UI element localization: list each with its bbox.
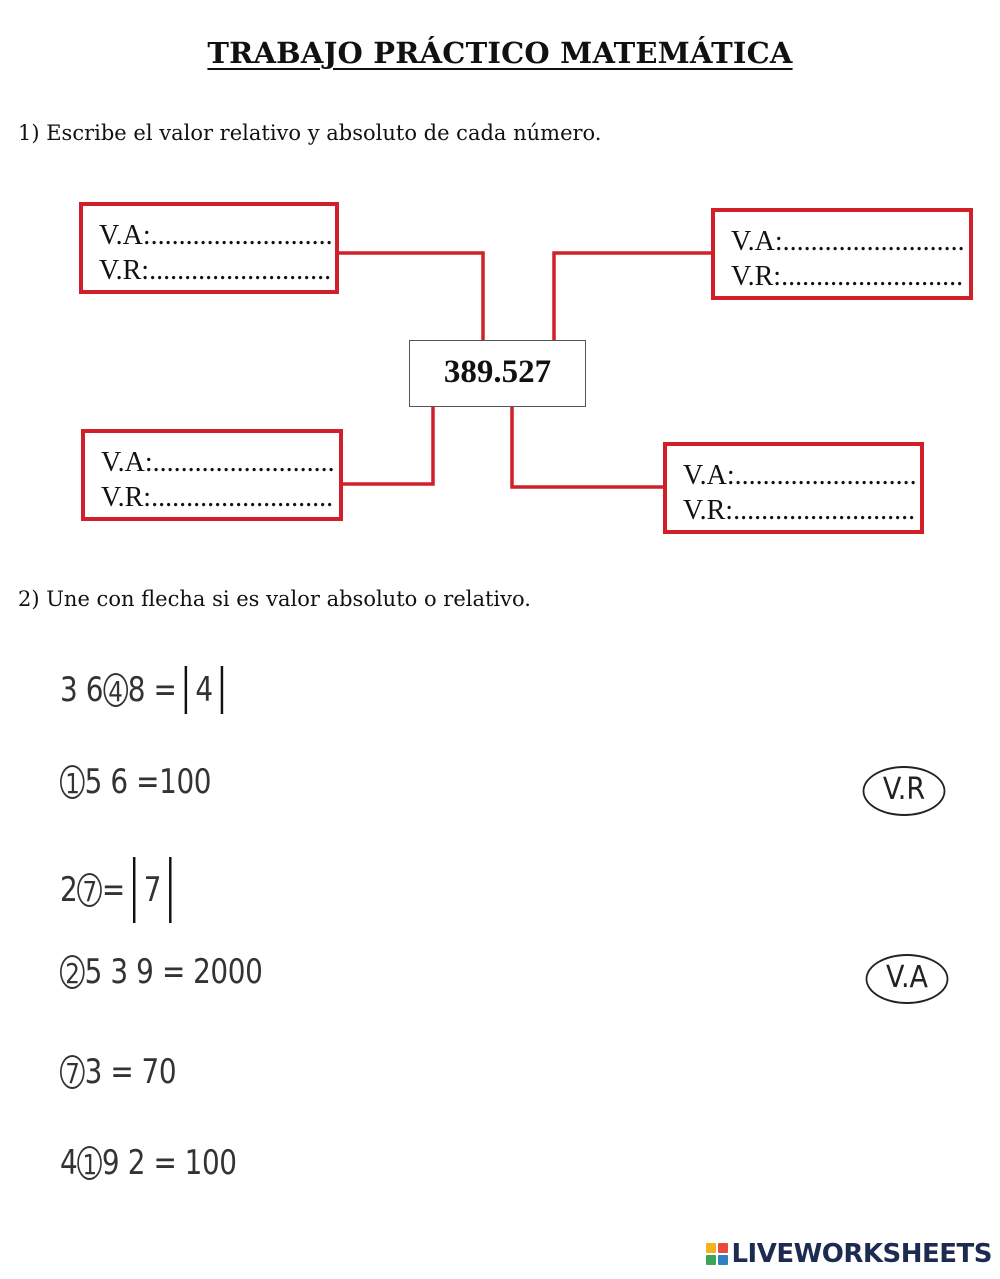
vr-field[interactable]: V.R:.......................... xyxy=(99,255,332,286)
answer-box-bottom-left[interactable] xyxy=(81,429,343,521)
answer-box-top-right[interactable] xyxy=(711,208,973,300)
va-field[interactable]: V.A:.......................... xyxy=(683,460,917,491)
result-value: 7 xyxy=(143,870,162,910)
digits-before: 3 6 xyxy=(60,670,104,710)
worksheet-title: TRABAJO PRÁCTICO MATEMÁTICA xyxy=(207,36,793,70)
va-field[interactable]: V.A:.......................... xyxy=(101,447,335,478)
va-field[interactable]: V.A:.......................... xyxy=(731,226,965,257)
exercise-row-5[interactable] xyxy=(60,1050,176,1100)
digits-before: 2 xyxy=(60,870,78,910)
digits-after: 3 = xyxy=(84,1051,134,1092)
result-value: 4 xyxy=(195,670,213,710)
absolute-bar xyxy=(221,666,223,714)
exercise-row-1[interactable] xyxy=(60,666,223,716)
vr-field[interactable]: V.R:.......................... xyxy=(101,482,334,513)
circled-digit: 2 xyxy=(60,955,85,989)
absolute-bar xyxy=(185,666,187,714)
question-2: 2) Une con flecha si es valor absoluto o relativo. xyxy=(18,587,531,611)
circled-digit: 7 xyxy=(77,873,102,907)
absolute-value-target[interactable]: V.A xyxy=(866,954,949,1004)
logo-icon xyxy=(706,1243,728,1265)
circled-digit: 4 xyxy=(103,673,128,707)
digits-after: = xyxy=(101,870,125,910)
absolute-bar xyxy=(133,857,135,923)
exercise-row-6[interactable] xyxy=(60,1141,237,1191)
answer-box-top-left[interactable] xyxy=(79,202,339,294)
digits-after: 8 = xyxy=(127,670,177,710)
result-value: 70 xyxy=(141,1051,177,1092)
exercise-row-2[interactable] xyxy=(60,760,211,810)
vr-field[interactable]: V.R:.......................... xyxy=(731,261,964,292)
central-number: 389.527 xyxy=(409,340,586,407)
exercise-row-3[interactable] xyxy=(60,857,172,910)
brand-text: LIVEWORKSHEETS xyxy=(731,1239,992,1269)
digits-after: 5 6 = xyxy=(84,761,160,802)
digits-after: 9 2 = xyxy=(101,1142,177,1183)
va-field[interactable]: V.A:.......................... xyxy=(99,220,333,251)
answer-box-bottom-right[interactable] xyxy=(663,442,924,534)
digits-before: 4 xyxy=(60,1142,78,1183)
absolute-bar xyxy=(169,857,171,923)
exercise-row-4[interactable] xyxy=(60,950,262,1000)
circled-digit: 7 xyxy=(60,1055,85,1089)
question-1: 1) Escribe el valor relativo y absoluto de cada número. xyxy=(18,121,602,145)
vr-field[interactable]: V.R:.......................... xyxy=(683,495,916,526)
circled-digit: 1 xyxy=(60,765,85,799)
digits-after: 5 3 9 = xyxy=(84,951,185,992)
relative-value-target[interactable]: V.R xyxy=(863,766,946,816)
result-value: 100 xyxy=(184,1142,237,1183)
liveworksheets-logo xyxy=(706,1239,992,1269)
result-value: 100 xyxy=(159,761,212,802)
result-value: 2000 xyxy=(193,951,263,992)
circled-digit: 1 xyxy=(77,1146,102,1180)
